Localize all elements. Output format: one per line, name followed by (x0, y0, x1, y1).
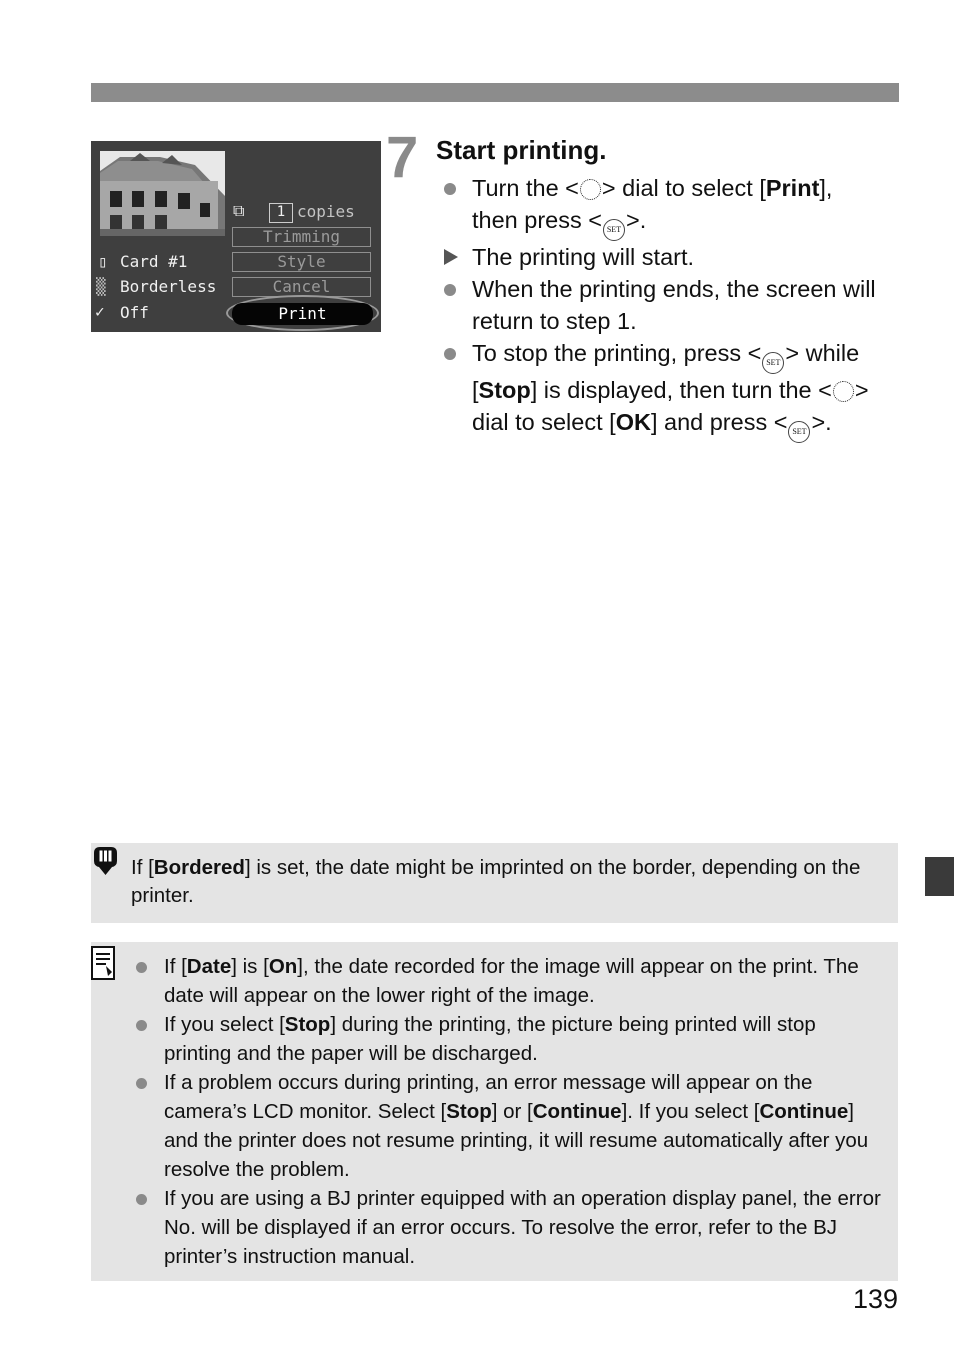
card-icon: ▯ (98, 252, 108, 271)
step-instructions (444, 172, 904, 443)
set-button-icon: SET (788, 421, 810, 443)
list-item: The printing will start. (444, 241, 904, 273)
caution-text: If [Bordered] is set, the date might be imprinted on the border, depending on the printer. (131, 856, 861, 907)
page-number: 139 (852, 1284, 898, 1314)
list-item: If you select [Stop] during the printing, the picture being printed will stop printing and the paper will be discharged. (136, 1010, 886, 1068)
cancel-button[interactable]: Cancel (232, 277, 371, 297)
note-list (136, 952, 886, 1271)
set-button-icon: SET (603, 219, 625, 241)
step-title: Start printing. (436, 135, 607, 165)
memo-icon (91, 946, 115, 980)
bullet-icon (444, 284, 456, 296)
bullet-icon (444, 348, 456, 360)
list-item: When the printing ends, the screen will return to step 1. (444, 273, 904, 337)
dial-icon (580, 179, 601, 200)
caution-icon (91, 847, 120, 875)
list-item: If [Date] is [On], the date recorded for the image will appear on the print. The date will appear on the lower right of the image. (136, 952, 886, 1010)
print-preview-photo (100, 151, 225, 236)
copies-count[interactable]: 1 (269, 203, 293, 223)
bullet-icon (136, 1020, 147, 1031)
trimming-button[interactable]: Trimming (232, 227, 371, 247)
style-button[interactable]: Style (232, 252, 371, 272)
bullet-icon (136, 962, 147, 973)
copies-label: copies (297, 202, 355, 221)
camera-lcd-screen (91, 141, 381, 332)
bullet-icon (136, 1194, 147, 1205)
result-arrow-icon (444, 249, 458, 265)
borderless-icon: ▒ (96, 277, 106, 296)
date-icon: ✓ (95, 302, 105, 321)
list-item: If you are using a BJ printer equipped with an operation display panel, the error No. will be displayed if an error occurs. To resolve the error, refer to the BJ printer’s instruction manual. (136, 1184, 886, 1271)
card-label: Card #1 (120, 252, 188, 271)
set-button-icon: SET (762, 352, 784, 374)
step-number: 7 (386, 125, 419, 190)
date-off-label: Off (120, 303, 149, 322)
note-box (91, 942, 898, 1281)
dial-icon (833, 381, 854, 402)
list-item: If a problem occurs during printing, an error message will appear on the camera’s LCD monitor. Select [Stop] or [Continue]. If you select [Continue] and the printer does not resume printing, it will resume automatically after you resolve the problem. (136, 1068, 886, 1184)
list-item: Turn the < > dial to select [Print], then press < SET >. (444, 172, 904, 241)
chapter-tab (925, 857, 954, 896)
bullet-icon (136, 1078, 147, 1089)
borderless-label: Borderless (120, 277, 217, 296)
bullet-icon (444, 183, 456, 195)
copies-icon: ⧉ (233, 201, 245, 220)
print-button[interactable]: Print (232, 303, 373, 325)
caution-box (91, 843, 898, 923)
header-bar (91, 83, 899, 102)
list-item: To stop the printing, press < SET > while [Stop] is displayed, then turn the < > dial to select [OK] and press < SET >. (444, 337, 904, 443)
